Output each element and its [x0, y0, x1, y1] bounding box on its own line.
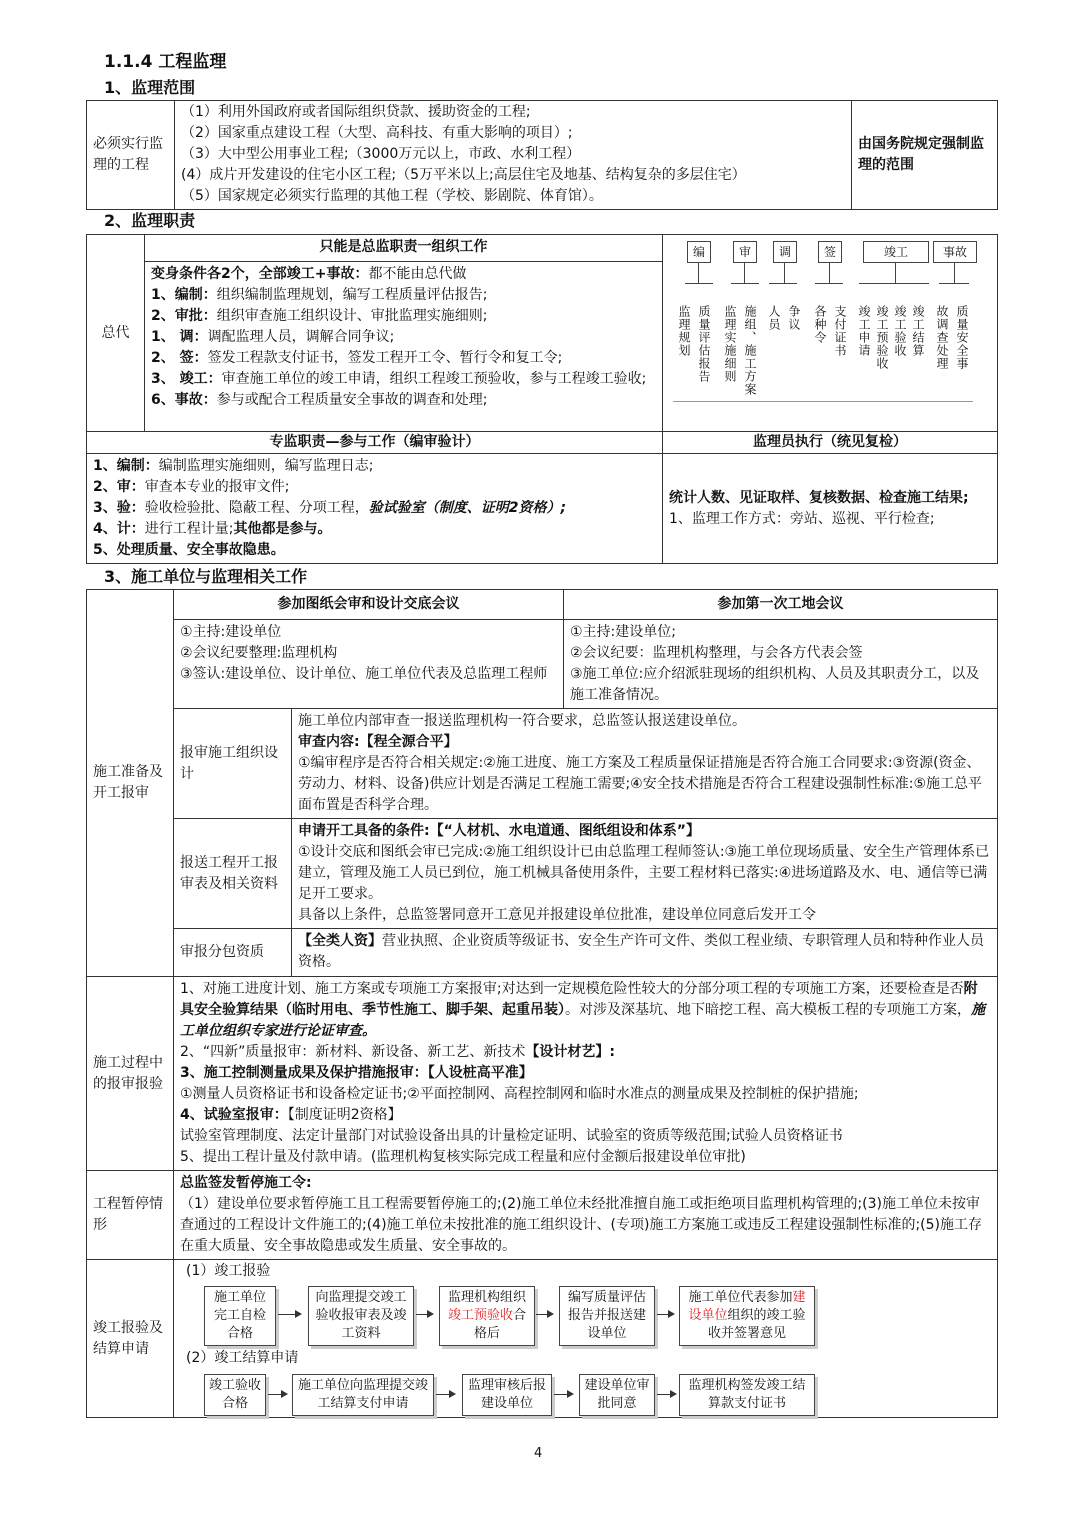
meeting2-header: 参加第一次工地会议	[564, 590, 998, 620]
proc-text: 1、对施工进度计划、施工方案或专项施工方案报审;对达到一定规模危险性较大的分部分项工程的专项施工方案，还要检查是否	[180, 981, 964, 997]
section-heading: 1.1.4 工程监理	[104, 52, 227, 72]
completion-flow	[174, 1260, 997, 1412]
org-leaf: 支付证书	[833, 305, 847, 357]
stop-text: （1）建设单位要求暂停施工且工程需要暂停施工的;(2)施工单位未经批准擅自施工或拒绝项目监理机构管理的;(3)施工单位未按审查通过的工程设计文件施工的;(4)施工单位未按批准的施工组织设计、(专项)施工方案施工或违反工程建设强制性标准的;(5)施工存在重大质量、安全事故隐患或发生质量、安全事故的。	[180, 1196, 983, 1254]
proc-text: 试验室管理制度、法定计量部门对试验设备出具的计量检定证明、试验室的资质等级范围;试验人员资格证书	[180, 1128, 843, 1144]
flow1-step: 向监理提交竣工验收报审表及竣工资料	[308, 1286, 414, 1346]
flow2-step: 建设单位审批同意	[579, 1374, 655, 1416]
proc-bold: 附具安全验算结果（临时用电、季节性施工、脚手架、起重吊装）	[180, 981, 978, 1018]
chief-term: 1、 调：	[151, 329, 208, 345]
chief-term: 2、审批：	[151, 308, 217, 324]
chief-text: 都不能由总代做	[368, 266, 467, 282]
org-leaf: 施组、施工方案	[743, 305, 757, 396]
proc-text: 2、“四新”质量报审：新材料、新设备、新工艺、新技术	[180, 1044, 526, 1060]
start-report-line: 申请开工具备的条件:【“人材机、水电道通、图纸组设和体系”】	[298, 823, 700, 839]
org-head: 编	[687, 241, 711, 263]
finish-label: 竣工报验及结算申请	[87, 1260, 174, 1418]
proc-italic: 施工单位组织专家进行论证审查。	[180, 1002, 985, 1039]
pro-term: 1、编制：	[93, 458, 159, 474]
pro-italic: 验试验室（制度、证明2资格）;	[368, 500, 567, 516]
scope-label: 必须实行监理的工程	[87, 101, 175, 210]
pro-term: 3、验：	[93, 500, 145, 516]
chief-text: 参与或配合工程质量安全事故的调查和处理;	[216, 392, 488, 408]
flow1-step: 监理机构组织竣工预验收合格后	[439, 1286, 535, 1346]
process-label: 施工过程中的报审报验	[87, 977, 174, 1171]
flow1-title: (1）竣工报验	[186, 1263, 271, 1279]
flow2-step: 竣工验收合格	[204, 1374, 266, 1416]
org-leaf: 竣工申请	[857, 305, 871, 357]
pro-term: 2、审：	[93, 479, 145, 495]
meeting1-header: 参加图纸会审和设计交底会议	[174, 590, 564, 620]
proc-text: 5、提出工程计量及付款申请。(监理机构复核实际完成工程量和应付金额后报建设单位审批)	[180, 1149, 746, 1165]
chief-term: 1、编制：	[151, 287, 217, 303]
flow2-step: 监理审核后报建设单位	[462, 1374, 552, 1416]
org-leaf: 监理规划	[677, 305, 691, 357]
s1-title: 1、监理范围	[104, 78, 196, 97]
flow1-step: 编写质量评估报告并报送建设单位	[559, 1286, 655, 1346]
inspector-line: 1、监理工作方式：旁站、巡视、平行检查;	[669, 510, 935, 527]
start-report-line: 具备以上条件，总监签署同意开工意见并报建设单位批准，建设单位同意后发开工令	[298, 907, 816, 923]
scope-item: （5）国家规定必须实行监理的其他工程（学校、影剧院、体育馆）。	[181, 188, 603, 204]
org-leaf: 人员	[767, 305, 781, 331]
pro-header: 专监职责—参与工作（编审验计）	[87, 432, 663, 454]
org-leaf: 竣工预验收	[875, 305, 889, 370]
meeting1-line: ②会议纪要整理:监理机构	[180, 645, 338, 661]
proc-text: 【制度证明2资格】	[287, 1107, 402, 1123]
chief-term: 2、 签：	[151, 350, 208, 366]
inspector-bold: 统计人数、见证取样、复核数据、检查施工结果;	[669, 489, 969, 506]
chief-term: 3、 竣工：	[151, 371, 222, 387]
chief-text: 组织审查施工组织设计、审批监理实施细则;	[216, 308, 488, 324]
proc-bold: 【设计材艺】:	[525, 1044, 616, 1060]
proc-text: ①测量人员资格证书和设备检定证书;②平面控制网、高程控制网和临时水准点的测量成果及控制桩的保护措施;	[180, 1086, 859, 1102]
chief-text: 组织编制监理规划，编写工程质量评估报告;	[216, 287, 488, 303]
org-head: 事故	[933, 241, 977, 263]
stop-label: 工程暂停情形	[87, 1171, 174, 1260]
chief-term: 变身条件各2个，全部竣工+事故：	[151, 266, 369, 282]
pro-tail: 其他都是参与。	[233, 521, 332, 537]
s2-title: 2、监理职责	[104, 211, 196, 230]
s3-title: 3、施工单位与监理相关工作	[104, 567, 308, 586]
org-head: 签	[818, 241, 842, 263]
scope-item: （2）国家重点建设工程（大型、高科技、有重大影响的项目）;	[181, 125, 573, 141]
meeting2-line: ①主持:建设单位;	[570, 624, 676, 640]
org-leaf: 质量安全事	[955, 305, 969, 370]
org-leaf: 竣工验收	[893, 305, 907, 357]
proc-bold: 4、试验室报审：	[180, 1107, 288, 1123]
chief-header: 只能是总监职责一组织工作	[145, 235, 663, 262]
subcontract-text: 营业执照、企业资质等级证书、安全生产许可文件、类似工程业绩、专职管理人员和特种作业人员资格。	[298, 933, 984, 970]
org-leaf: 监理实施细则	[723, 305, 737, 383]
inspector-header: 监理员执行（统见复检）	[663, 432, 998, 454]
org-chart	[663, 235, 997, 405]
chief-text: 审查施工单位的竣工申请，组织工程竣工预验收，参与工程竣工验收;	[221, 371, 647, 387]
org-leaf: 各种令	[813, 305, 827, 344]
page-number: 4	[534, 1446, 543, 1461]
meeting2-line: ③施工单位:应介绍派驻现场的组织机构、人员及其职责分工，以及施工准备情况。	[570, 666, 980, 703]
proc-bold: 3、施工控制测量成果及保护措施报审：【人设桩高平准】	[180, 1065, 533, 1081]
pro-text: 进行工程计量;	[144, 521, 234, 537]
subcontract-label: 审报分包资质	[174, 929, 292, 977]
meeting1-line: ①主持:建设单位	[180, 624, 282, 640]
flow1-step: 施工单位代表参加建设单位组织的竣工验收并签署意见	[679, 1286, 815, 1346]
pro-text: 验收检验批、隐蔽工程、分项工程，	[144, 500, 369, 516]
prep-label: 施工准备及开工报审	[87, 590, 174, 977]
chief-term: 6、事故：	[151, 392, 217, 408]
scope-item: （3）大中型公用事业工程;（3000万元以上，市政、水利工程）	[181, 146, 581, 162]
flow2-title: (2）竣工结算申请	[186, 1350, 299, 1366]
meeting1-line: ③签认:建设单位、设计单位、施工单位代表及总监理工程师	[180, 666, 548, 682]
scope-item: (4）成片开发建设的住宅小区工程;（5万平米以上;高层住宅及地基、结构复杂的多层住宅）	[181, 167, 746, 183]
chief-text: 签发工程款支付证书，签发工程开工令、暂行令和复工令;	[207, 350, 563, 366]
flow2-step: 监理机构签发竣工结算款支付证书	[679, 1374, 815, 1416]
pro-text: 编制监理实施细则，编写监理日志;	[158, 458, 374, 474]
start-report-line: ①设计交底和图纸会审已完成:②施工组织设计已由总监理工程师签认:③施工单位现场质量、安全生产管理体系已建立，管理及施工人员已到位，施工机械具备使用条件，主要工程材料已落实:④进场道路及水、电、通信等已满足开工要求。	[298, 844, 990, 902]
scope-note: 由国务院规定强制监理的范围	[852, 101, 998, 210]
org-head: 调	[773, 241, 797, 263]
org-leaf: 竣工结算	[911, 305, 925, 357]
start-report-label: 报送工程开工报审表及相关资料	[174, 819, 292, 929]
flow2-step: 施工单位向监理提交竣工结算支付申请	[292, 1374, 434, 1416]
stop-head: 总监签发暂停施工令:	[180, 1175, 312, 1191]
review-org-label: 报审施工组织设计	[174, 709, 292, 819]
flow1-step: 施工单位完工自检合格	[204, 1286, 276, 1346]
subcontract-bold: 【全类人资】	[298, 933, 382, 949]
chief-text: 调配监理人员，调解合同争议;	[207, 329, 395, 345]
pro-text: 审查本专业的报审文件;	[144, 479, 290, 495]
pro-term: 4、计：	[93, 521, 145, 537]
review-org-line: ①编审程序是否符合相关规定:②施工进度、施工方案及工程质量保证措施是否符合施工合同要求:③资源(资金、劳动力、材料、设备)供应计划是否满足工程施工需要;④安全技术措施是否符合工程建设强制性标准:⑤施工总平面布置是否科学合理。	[298, 755, 982, 813]
duties-table	[86, 234, 998, 564]
org-leaf: 质量评估报告	[697, 305, 711, 383]
review-org-line: 审查内容:【程全源合平】	[298, 734, 458, 750]
proc-text: 。对涉及深基坑、地下暗挖工程、高大模板工程的专项施工方案，	[565, 1002, 971, 1018]
zongdai-label: 总代	[87, 235, 145, 432]
construction-table	[86, 589, 998, 1418]
org-leaf: 争议	[787, 305, 801, 331]
org-head: 竣工	[863, 241, 929, 263]
org-leaf: 故调查处理	[935, 305, 949, 370]
scope-item: （1）利用外国政府或者国际组织贷款、援助资金的工程;	[181, 104, 531, 120]
meeting2-line: ②会议纪要：监理机构整理，与会各方代表会签	[570, 645, 863, 661]
org-head: 审	[733, 241, 757, 263]
review-org-line: 施工单位内部审查一报送监理机构一符合要求，总监签认报送建设单位。	[298, 713, 746, 729]
pro-term: 5、处理质量、安全事故隐患。	[93, 542, 285, 558]
scope-table	[86, 100, 998, 210]
